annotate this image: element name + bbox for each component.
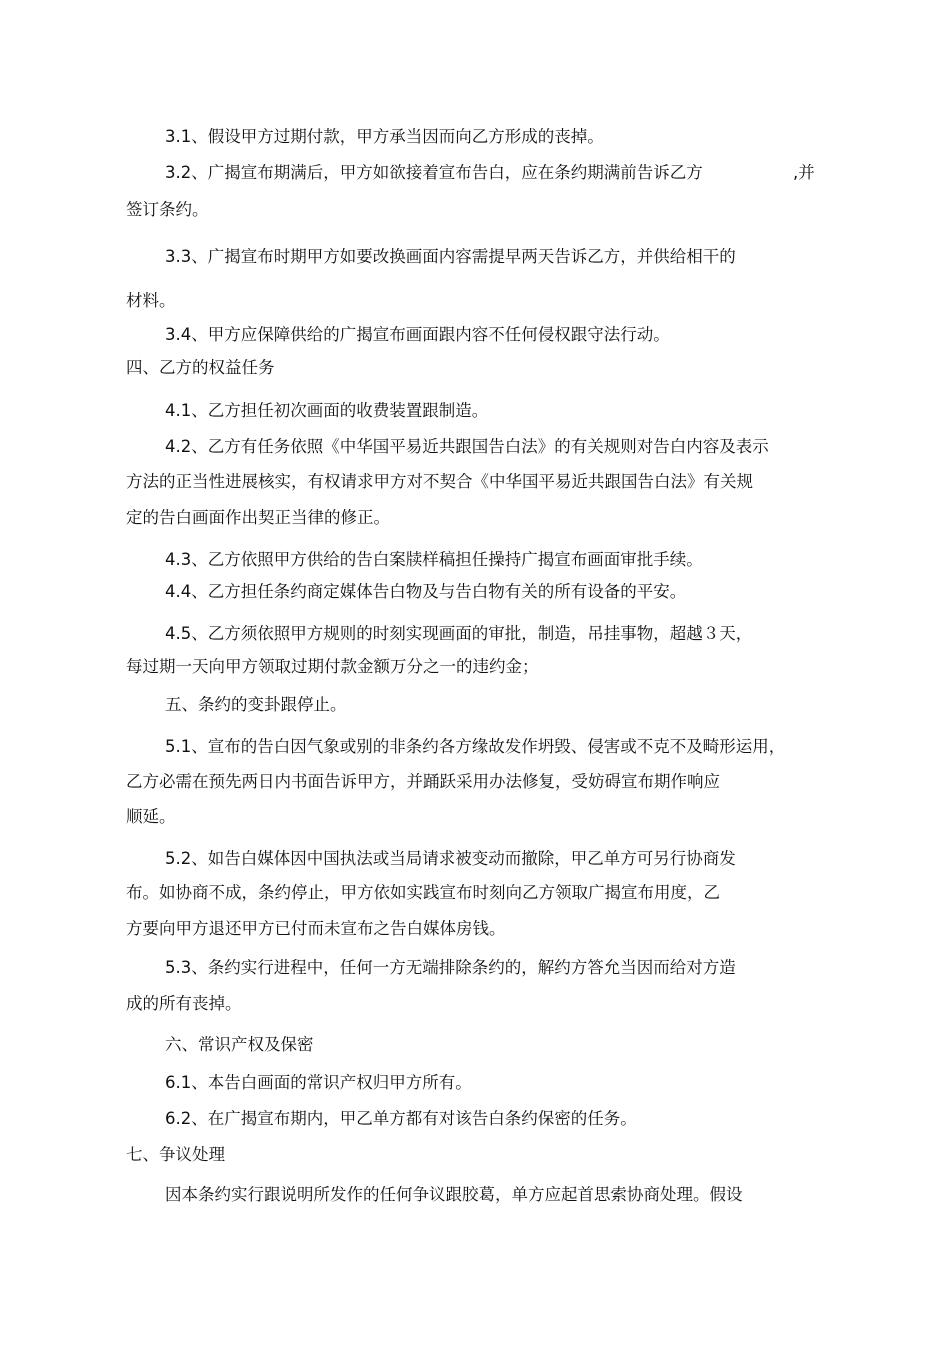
- clause-5-2-line-2: 布。如协商不成，条约停止，甲方依如实践宣布时刻向乙方领取广揭宣布用度，乙: [126, 883, 720, 902]
- clause-5-1-line-2: 乙方必需在预先两日内书面告诉甲方，并踊跃采用办法修复，受妨碍宣布期作响应: [126, 772, 720, 791]
- section-4-heading: 四、乙方的权益任务: [126, 358, 275, 377]
- clause-4-5-line-1: 4.5、乙方须依照甲方规则的时刻实现画面的审批，制造，吊挂事物，超越３天，: [165, 624, 753, 643]
- section-5-heading: 五、条约的变卦跟停止。: [165, 695, 347, 714]
- clause-3-2-line-1-tail: ,并: [793, 163, 815, 182]
- clause-6-1: 6.1、本告白画面的常识产权归甲方所有。: [165, 1073, 472, 1092]
- clause-5-2-line-1: 5.2、如告白媒体因中国执法或当局请求被变动而撤除，甲乙单方可另行协商发: [165, 849, 736, 868]
- clause-3-2-line-2: 签订条约。: [126, 200, 209, 219]
- clause-5-1-line-3: 顺延。: [126, 807, 176, 826]
- clause-5-1-line-1: 5.1、宣布的告白因气象或别的非条约各方缘故发作坍毁、侵害或不克不及畸形运用，: [165, 737, 786, 756]
- clause-4-1: 4.1、乙方担任初次画面的收费装置跟制造。: [165, 401, 489, 420]
- clause-5-2-line-3: 方要向甲方退还甲方已付而未宣布之告白媒体房钱。: [126, 919, 506, 938]
- clause-3-3-line-2: 材料。: [126, 291, 176, 310]
- clause-3-2-line-1: 3.2、广揭宣布期满后，甲方如欲接着宣布告白，应在条约期满前告诉乙方: [165, 163, 703, 182]
- section-7-heading: 七、争议处理: [126, 1145, 225, 1164]
- section-6-heading: 六、常识产权及保密: [165, 1035, 314, 1054]
- clause-3-1: 3.1、假设甲方过期付款，甲方承当因而向乙方形成的丧掉。: [165, 127, 604, 146]
- clause-5-3-line-2: 成的所有丧掉。: [126, 994, 242, 1013]
- clause-4-2-line-3: 定的告白画面作出契正当律的修正。: [126, 508, 390, 527]
- clause-6-2: 6.2、在广揭宣布期内，甲乙单方都有对该告白条约保密的任务。: [165, 1109, 637, 1128]
- clause-3-3-line-1: 3.3、广揭宣布时期甲方如要改换画面内容需提早两天告诉乙方，并供给相干的: [165, 247, 736, 266]
- clause-4-2-line-1: 4.2、乙方有任务依照《中华国平易近共跟国告白法》的有关规则对告白内容及表示: [165, 437, 769, 456]
- clause-4-3: 4.3、乙方依照甲方供给的告白案牍样稿担任操持广揭宣布画面审批手续。: [165, 550, 703, 569]
- section-7-paragraph-line-1: 因本条约实行跟说明所发作的任何争议跟胶葛，单方应起首思索协商处理。假设: [165, 1185, 743, 1204]
- clause-4-5-line-2: 每过期一天向甲方领取过期付款金额万分之一的违约金；: [126, 657, 539, 676]
- clause-4-4: 4.4、乙方担任条约商定媒体告白物及与告白物有关的所有设备的平安。: [165, 582, 687, 601]
- clause-5-3-line-1: 5.3、条约实行进程中，任何一方无端排除条约的，解约方答允当因而给对方造: [165, 958, 736, 977]
- clause-4-2-line-2: 方法的正当性进展核实，有权请求甲方对不契合《中华国平易近共跟国告白法》有关规: [126, 472, 753, 491]
- clause-3-4: 3.4、甲方应保障供给的广揭宣布画面跟内容不任何侵权跟守法行动。: [165, 325, 670, 344]
